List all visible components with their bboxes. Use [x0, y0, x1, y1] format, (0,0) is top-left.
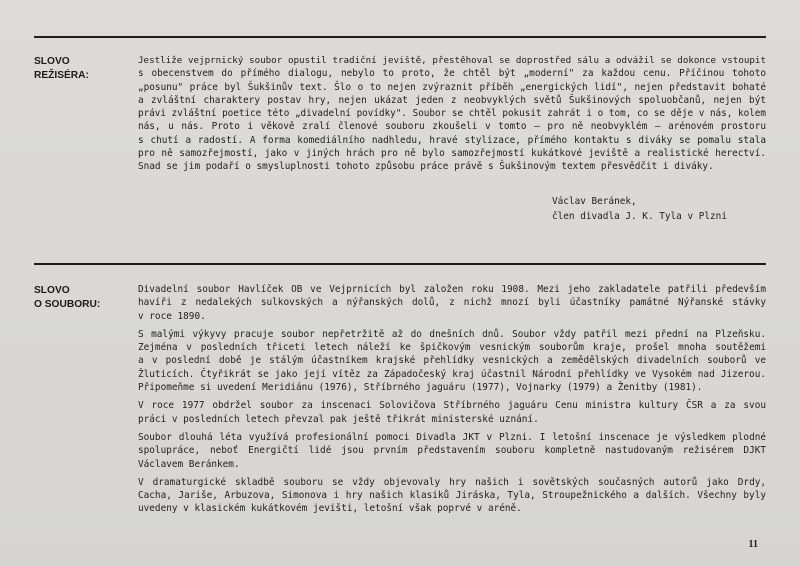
text-line: nás, u nás. Proto i věkově zralí členové souboru zkoušeli v tomto — pro ně neobvyklém — arénovém prostoru [138, 121, 766, 133]
middle-rule [34, 263, 766, 265]
text-line: Cacha, Jariše, Arbuzova, Simonova i hry našich klasiků Jiráska, Tyla, Stroupežnického a dalších. Všechny byly [138, 490, 766, 502]
section1-text [138, 54, 766, 174]
section1-heading [34, 55, 130, 82]
text-line: Připomeňme si uvedení Meridiánu (1976), Stříbrného jaguáru (1977), Vojnarky (1979) a Ženitby (1981). [138, 382, 703, 394]
section1-heading-line1: SLOVO [34, 56, 70, 67]
section2-heading [34, 284, 130, 311]
text-line: Snad se jim podaří o smysluplnosti tohoto způsobu práce právě s Šukšinovým textem přesvědčit i diváky. [138, 161, 714, 173]
paragraph [138, 476, 766, 516]
text-line: a zvláštní charaktery postav hry, nejen ukázat jeden z neobvyklých světů Šukšinových spoluobčanů, nejen být [138, 94, 766, 106]
text-line: právi zvláštní poetice této „divadelní povídky". Soubor se chtěl pokusit zahrát i o tom, co se děje v nás, kolem [138, 108, 766, 120]
text-line: Žluticích. Čtyřikrát se jako její vítěz za Západočeský kraj účastnil Národní přehlídky ve Vysokém nad Jizerou. [138, 368, 766, 380]
section2-heading-line2: O SOUBORU: [34, 298, 101, 310]
text-line: Zejména v posledních třiceti letech náleží ke špičkovým vesnickým souborům kraje, prošel mnoha soutěžemi [138, 342, 766, 354]
paragraph [138, 328, 766, 394]
section2-heading-line1: SLOVO [34, 285, 70, 296]
text-line: s chutí a radostí. A forma komediálního nadhledu, hravé stylizace, přímého kontaktu s diváky se pomalu stala [138, 134, 766, 146]
text-line: Jestliže vejprnický soubor opustil tradiční jeviště, přestěhoval se doprostřed sálu a odvážil se dokonce vstoupit [138, 55, 766, 66]
text-line: práci v posledních letech převzal pak ještě třikrát ministerské uznání. [138, 413, 539, 425]
text-line: havíři z nedalekých sulkovských a nýřanských dolů, z nichž mnozí byli účastníky památné Nýřanské stávky [138, 297, 766, 309]
text-line: V roce 1977 obdržel soubor za inscenaci Solovičova Stříbrného jaguáru Cenu ministra kultury ČSR a za svou [138, 400, 766, 412]
section2-text [138, 283, 766, 516]
signature-role: člen divadla J. K. Tyla v Plzni [552, 211, 727, 222]
paragraph [138, 431, 766, 471]
text-line: v roce 1890. [138, 310, 206, 322]
signature [552, 194, 727, 224]
text-line: S malými výkyvy pracuje soubor nepřetržitě až do dnešních dnů. Soubor vždy patřil mezi přední na Plzeňsku. [138, 328, 766, 340]
text-line: pro ně samozřejmostí, jako v jiných hrách pro ně bylo samozřejmostí kukátkové jeviště a realistické herectví. [138, 148, 766, 160]
paragraph [138, 399, 766, 426]
text-line: a v poslední době je stálým účastníkem krajské přehlídky vesnických a zemědělských divadelních souborů ve [138, 355, 766, 367]
text-line: V dramaturgické skladbě souboru se vždy objevovaly hry našich i sovětských současných autorů jako Drdy, [138, 476, 766, 488]
text-line: uvedeny v klasickém kukátkovém jevišti, letošní však poprvé v aréně. [138, 503, 522, 515]
text-line: „posunu" práce byl Šukšinův text. Šlo o to nejen zvýraznit příběh „energických lidí", nejen představit bohaté [138, 81, 766, 93]
text-line: spolupráce, neboť Energičtí lidé jsou prvním představením souboru kompletně nastudovaným režisérem DJKT [138, 445, 766, 457]
text-line: Soubor dlouhá léta využívá profesionální pomoci Divadla JKT v Plzni. I letošní inscenace je výsledkem plodné [138, 431, 766, 443]
top-rule [34, 36, 766, 38]
text-line: Václavem Beránkem. [138, 458, 240, 470]
section1-heading-line2: REŽISÉRA: [34, 69, 89, 81]
page-number: 11 [748, 539, 758, 550]
text-line: s obecenstvem do přímého dialogu, nebylo to proto, že chtěl být „moderní" za každou cenu. Příčinou tohoto [138, 68, 766, 80]
text-line: Divadelní soubor Havlíček OB ve Vejprnicích byl založen roku 1908. Mezi jeho zakladatele patřili především [138, 284, 766, 295]
paragraph [138, 283, 766, 323]
signature-name: Václav Beránek, [552, 196, 637, 207]
